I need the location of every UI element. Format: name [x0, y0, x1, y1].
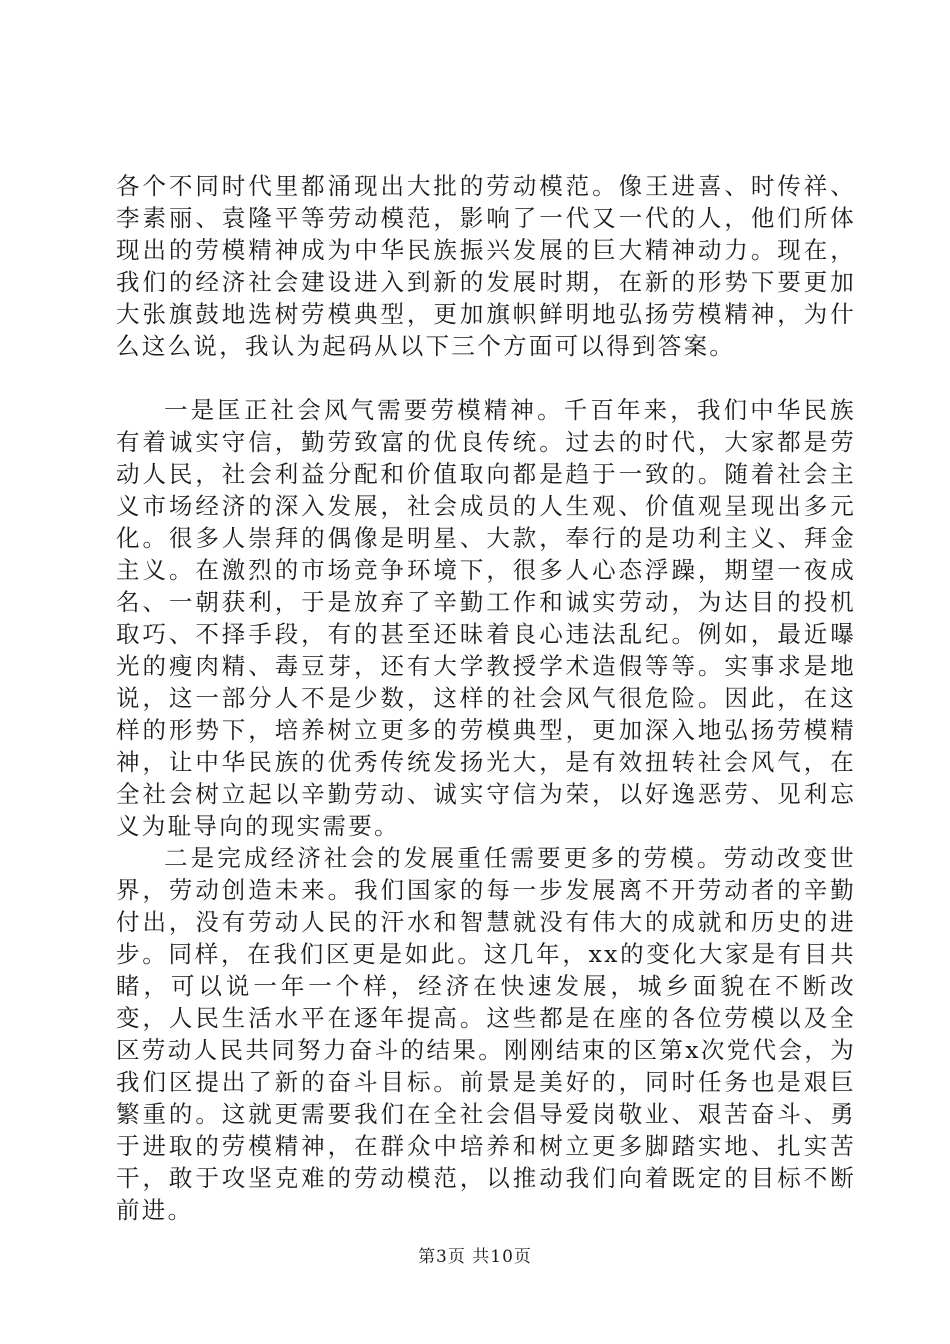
- page-footer: 第3页 共10页: [418, 1247, 532, 1267]
- paragraph-point-one: 一是匡正社会风气需要劳模精神。千百年来，我们中华民族有着诚实守信，勤劳致富的优良传统。过去的时代，大家都是劳动人民，社会利益分配和价值取向都是趋于一致的。随着社会主义市场经济的深入发展，社会成员的人生观、价值观呈现出多元化。很多人崇拜的偶像是明星、大款，奉行的是功利主义、拜金主义。在激烈的市场竞争环境下，很多人心态浮躁，期望一夜成名、一朝获利，于是放弃了辛勤工作和诚实劳动，为达目的投机取巧、不择手段，有的甚至还昧着良心违法乱纪。例如，最近曝光的瘦肉精、毒豆芽，还有大学教授学术造假等等。实事求是地说，这一部分人不是少数，这样的社会风气很危险。因此，在这样的形势下，培养树立更多的劳模典型，更加深入地弘扬劳模精神，让中华民族的优秀传统发扬光大，是有效扭转社会风气，在全社会树立起以辛勤劳动、诚实守信为荣，以好逸恶劳、见利忘义为耻导向的现实需要。: [116, 396, 856, 840]
- paragraph-point-two: 二是完成经济社会的发展重任需要更多的劳模。劳动改变世界，劳动创造未来。我们国家的每一步发展离不开劳动者的辛勤付出，没有劳动人民的汗水和智慧就没有伟大的成就和历史的进步。同样，在我们区更是如此。这几年，xx的变化大家是有目共睹，可以说一年一个样，经济在快速发展，城乡面貌在不断改变，人民生活水平在逐年提高。这些都是在座的各位劳模以及全区劳动人民共同努力奋斗的结果。刚刚结束的区第x次党代会，为我们区提出了新的奋斗目标。前景是美好的，同时任务也是艰巨繁重的。这就更需要我们在全社会倡导爱岗敬业、艰苦奋斗、勇于进取的劳模精神，在群众中培养和树立更多脚踏实地、扎实苦干，敢于攻坚克难的劳动模范，以推动我们向着既定的目标不断前进。: [116, 844, 856, 1224]
- document-body: [116, 170, 856, 1226]
- paragraph-intro: 各个不同时代里都涌现出大批的劳动模范。像王进喜、时传祥、李素丽、袁隆平等劳动模范，影响了一代又一代的人，他们所体现出的劳模精神成为中华民族振兴发展的巨大精神动力。现在，我们的经济社会建设进入到新的发展时期，在新的形势下要更加大张旗鼓地选树劳模典型，更加旗帜鲜明地弘扬劳模精神，为什么这么说，我认为起码从以下三个方面可以得到答案。: [116, 172, 856, 360]
